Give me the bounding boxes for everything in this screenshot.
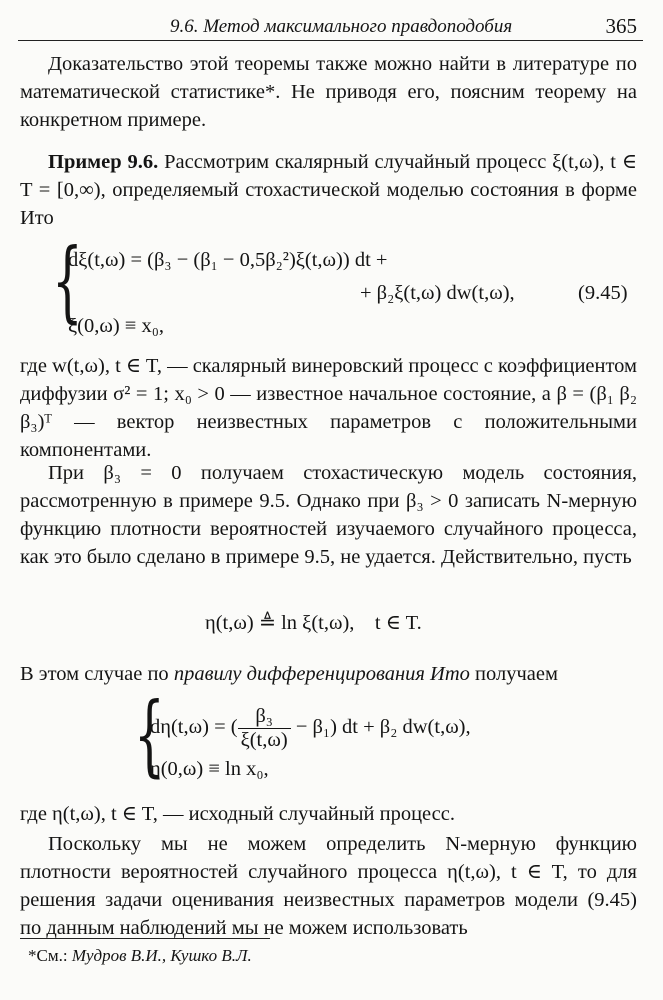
left-brace: {: [52, 229, 83, 332]
example-paragraph: [20, 148, 637, 232]
beta3-paragraph: При β₃ = 0 получаем стохастическую модель состояния, рассмотренную в примере 9.5. Однако при β₃ > 0 записать N-мерную функцию плотности вероятностей изучаемого случайного процесса, как это было сделано в примере 9.5, не удается. Действительно, пусть: [20, 462, 637, 568]
example-label: Пример 9.6.: [48, 151, 159, 173]
footnote: [28, 946, 252, 966]
eta-system-line-2: η(0,ω) ≡ ln x₀,: [150, 758, 269, 780]
ito-rule: правилу дифференцирования Ито: [173, 663, 470, 685]
final-paragraph: Поскольку мы не можем определить N-мерную функцию плотности вероятностей случайного процесса η(t,ω), t ∈ T, то для решения задачи оценивания неизвестных параметров модели (9.45) по данным наблюдений мы не можем использовать: [20, 833, 637, 939]
eta-fraction-denominator: ξ(t,ω): [240, 729, 288, 751]
system-line-1: dξ(t,ω) = (β₃ − (β₁ − 0,5β₂²)ξ(t,ω)) dt +: [68, 249, 388, 271]
eta-system: [134, 683, 554, 795]
eta-fraction: [238, 705, 291, 752]
system-9-45: [52, 229, 642, 345]
footnote-marker: *См.:: [28, 946, 68, 965]
eta-system-line-1: [150, 705, 471, 752]
ito-suffix: получаем: [469, 663, 558, 685]
footnote-authors: Мудров В.И., Кушко В.Л.: [67, 946, 252, 965]
ito-paragraph: [20, 660, 637, 688]
after-system-paragraph: где w(t,ω), t ∈ T, — скалярный винеровский процесс с коэффициентом диффузии σ² = 1; x₀ > 0 — известное начальное состояние, а β = (β₁ β₂ β₃)ᵀ — вектор неизвестных параметров с положительными компонентами.: [20, 355, 638, 461]
system-line-2: + β₂ξ(t,ω) dw(t,ω),: [360, 282, 515, 304]
eta-fraction-numerator: β₃: [238, 705, 291, 729]
eta-rhs: − β₁) dt + β₂ dw(t,ω),: [290, 716, 471, 739]
eta-lhs: dη(t,ω) = (: [150, 716, 238, 739]
page-header: [18, 10, 643, 41]
source-process-paragraph: где η(t,ω), t ∈ T, — исходный случайный процесс.: [20, 803, 455, 825]
footnote-rule: [20, 938, 270, 939]
example-text: Рассмотрим скалярный случайный процесс ξ(t,ω), t ∈ T = [0,∞), определяемый стохастической моделью состояния в форме Ито: [20, 151, 637, 229]
running-title: 9.6. Метод максимального правдоподобия: [170, 16, 513, 37]
ito-prefix: В этом случае по: [20, 663, 174, 685]
eta-definition-text: η(t,ω) ≜ ln ξ(t,ω), t ∈ T.: [205, 612, 422, 634]
equation-number: (9.45): [578, 282, 628, 304]
left-brace-2: {: [134, 683, 165, 786]
intro-paragraph: Доказательство этой теоремы также можно найти в литературе по математической статистике*. Не приводя его, поясним теорему на конкретном примере.: [20, 53, 637, 131]
system-line-3: ξ(0,ω) ≡ x₀,: [68, 315, 164, 337]
page-number: 365: [605, 14, 637, 38]
